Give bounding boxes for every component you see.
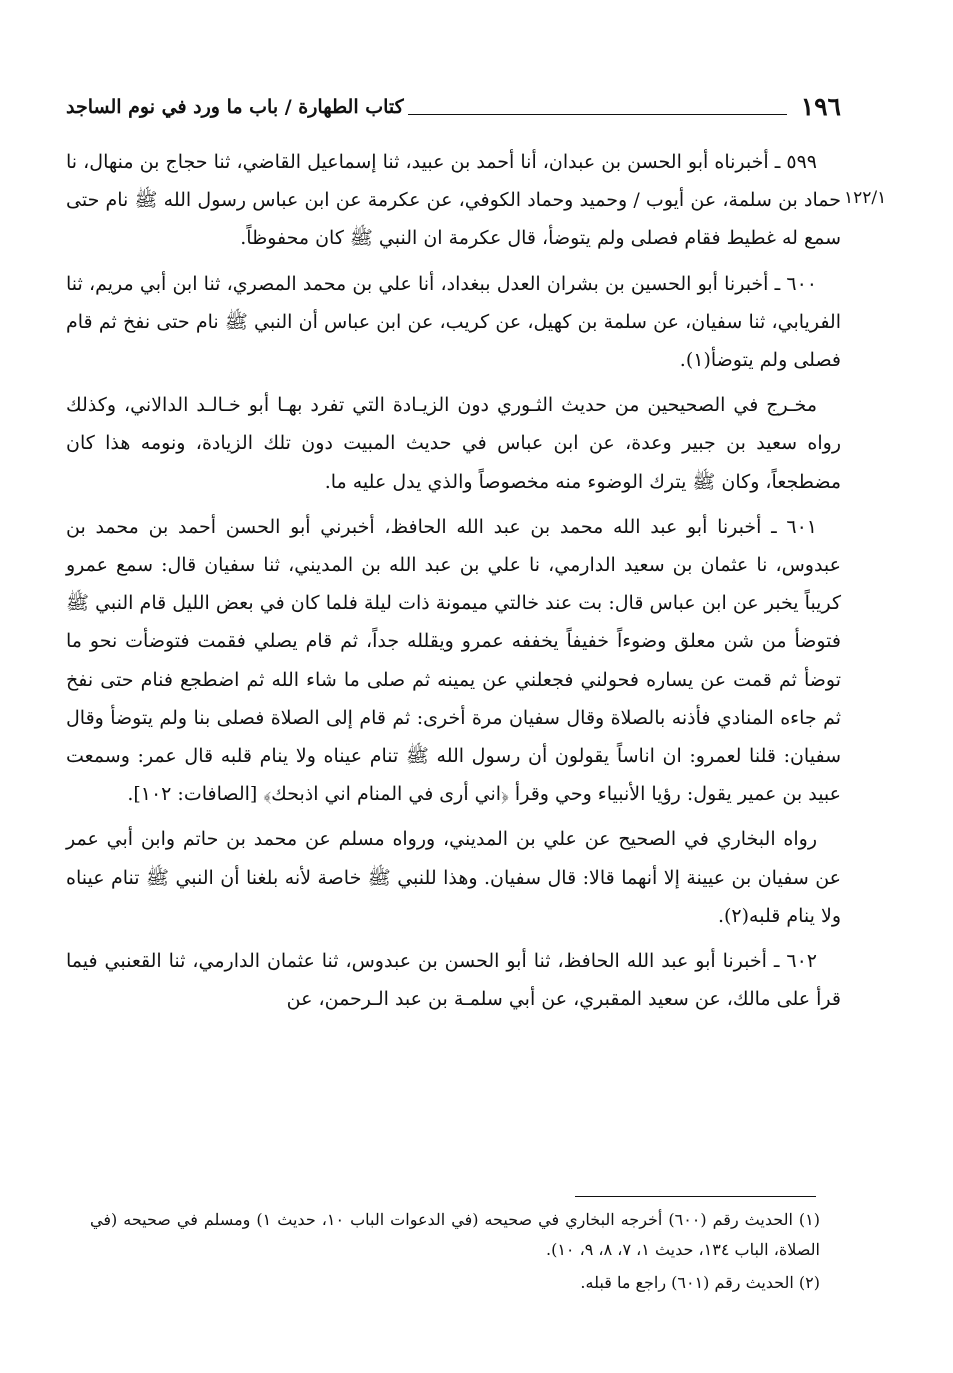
margin-folio-note: ١٢٢/١ — [844, 188, 887, 208]
commentary-paragraph-2: رواه البخاري في الصحيح عن علي بن المديني، ورواه مسلم عن محمد بن حاتم وابن أبي عمر عن سفيان بن عيينة إلا أنهما قالا: قال سفيان. وهذا للنبي ﷺ خاصة لأنه بلغنا أن النبي ﷺ تنام عيناه ولا ينام قلبه(٢). — [66, 828, 841, 927]
footnote-1: (١) الحديث رقم (٦٠٠) أخرجه البخاري في صحيحه (في الدعوات الباب ١٠، حديث ١) ومسلم في صحيحه (في الصلاة، الباب ١٣٤، حديث ١، ٧، ٨، ٩، ١٠). — [90, 1210, 820, 1259]
main-text — [66, 143, 841, 1025]
header-rule — [408, 100, 787, 115]
page-number: ١٩٦ — [800, 92, 841, 121]
hadith-601-paragraph: ٦٠١ ـ أخبرنا أبو عبد الله محمد بن عبد الله الحافظ، أخبرني أبو الحسن أحمد بن محمد بن عبدوس، نا عثمان بن سعيد الدارمي، نا علي بن عبد الله بن المديني، ثنا سفيان قال: سمع عمرو كريباً يخبر عن ابن عباس قال: بت عند خالتي ميمونة ذات ليلة فلما كان في بعض الليل قام النبي ﷺ فتوضأ من شن معلق وضوءاً خفيفاً يخففه عمرو ويقلله جداً، ثم قام يصلي فقمت فتوضأت نحو ما توضأ ثم قمت عن يساره فحولني فجعلني عن يمينه ثم صلى ما شاء الله ثم اضطجع فنام حتى نفخ ثم جاءه المنادي فأذنه بالصلاة وقال سفيان مرة أخرى: ثم قام إلى الصلاة فصلى بنا ولم يتوضأ وقال سفيان: قلنا لعمرو: ان اناساً يقولون أن رسول الله ﷺ تنام عيناه ولا ينام قلبه قال عمر: وسمعت عبيد بن عمير يقول: رؤيا الأنبياء وحي وقرأ ﴿اني أرى في المنام اني اذبحك﴾ [الصافات: ١٠٢]. — [66, 515, 841, 806]
hadith-599-paragraph: ٥٩٩ ـ أخبرناه أبو الحسن بن عبدان، أنا أحمد بن عبيد، ثنا إسماعيل القاضي، ثنا حجاج بن منهال، نا حماد بن سلمة، عن أيوب / وحميد وحماد الكوفي، عن عكرمة عن ابن عباس رسول الله ﷺ نام حتى سمع له غطيط فقام فصلى ولم يتوضأ، قال عكرمة ان النبي ﷺ كان محفوظاً. — [66, 151, 841, 250]
commentary-paragraph: مخـرج في الصحيحين من حديث الثـوري دون الزيـادة التي تفرد بهـا أبو خـالـد الدالاني، وكذلك رواه سعيد بن جبير وعدة، عن ابن عباس في حديث المبيت دون تلك الزيادة، ونومه هذا كان مضطجعاً، وكان ﷺ يترك الوضوء منه مخصوصاً والذي يدل عليه ما. — [66, 394, 841, 493]
footnotes — [90, 1205, 820, 1301]
footnote-separator — [575, 1196, 816, 1197]
hadith-600-paragraph: ٦٠٠ ـ أخبرنا أبو الحسين بن بشران العدل ببغداد، أنا علي بن محمد المصري، ثنا ابن أبي مريم، ثنا الفريابي، ثنا سفيان، عن سلمة بن كهيل، عن كريب، عن ابن عباس أن النبي ﷺ نام حتى نفخ ثم قام فصلى ولم يتوضأ(١). — [66, 272, 841, 372]
page-header — [66, 86, 841, 122]
hadith-602-paragraph: ٦٠٢ ـ أخبرنا أبو عبد الله الحافظ، ثنا أبو الحسن بن عبدوس، ثنا عثمان الدارمي، ثنا القعنبي فيما قرأ على مالك، عن سعيد المقبري، عن أبي سلمـة بن عبد الـرحمن، عن — [66, 950, 841, 1011]
footnote-2: (٢) الحديث رقم (٦٠١) راجع ما قبله. — [580, 1273, 820, 1292]
running-title: كتاب الطهارة / باب ما ورد في نوم الساجد — [66, 96, 404, 118]
